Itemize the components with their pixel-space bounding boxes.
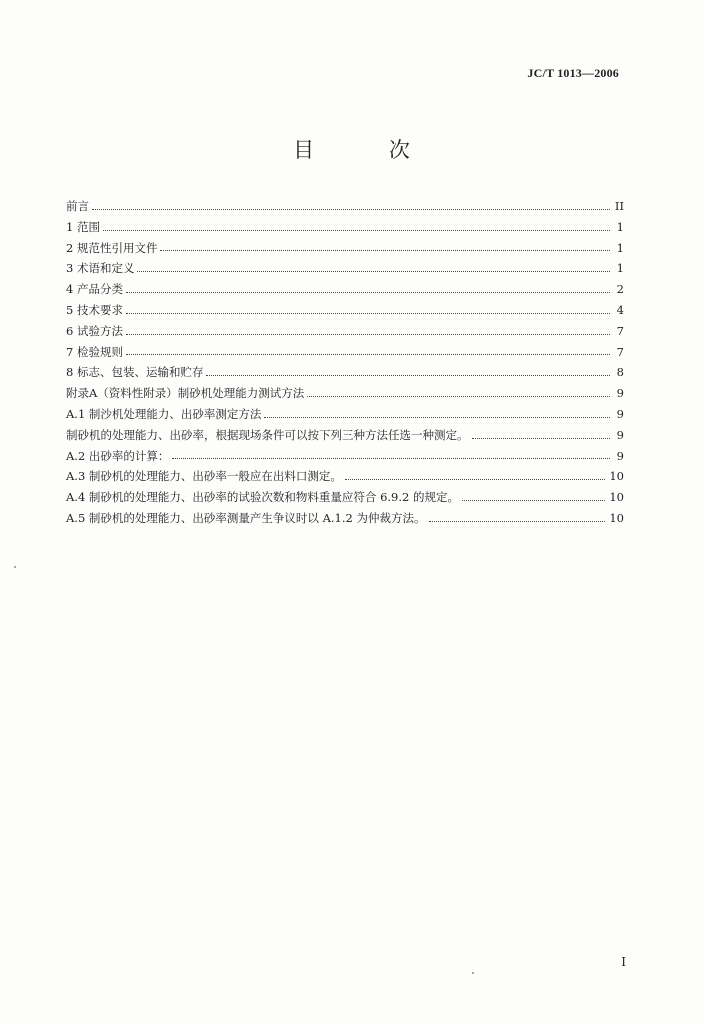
toc-entry-label: A.3 制砂机的处理能力、出砂率一般应在出料口测定。 (66, 469, 342, 484)
page-number: I (621, 955, 626, 969)
table-of-contents (66, 196, 624, 529)
toc-dot-leader (103, 230, 610, 231)
toc-entry[interactable] (66, 258, 624, 279)
toc-entry-page: II (614, 199, 624, 213)
toc-entry-page: 9 (616, 448, 624, 463)
toc-entry-page: 2 (616, 282, 624, 297)
toc-entry-label: 7 检验规则 (66, 344, 123, 359)
toc-dot-leader (264, 417, 610, 418)
toc-dot-leader (160, 250, 610, 251)
toc-entry[interactable] (66, 487, 624, 508)
toc-dot-leader (137, 271, 610, 272)
toc-entry-page: 10 (609, 510, 624, 525)
toc-entry-label: 5 技术要求 (66, 302, 123, 317)
toc-entry-page: 1 (616, 219, 624, 234)
toc-entry-label: 附录A（资料性附录）制砂机处理能力测试方法 (66, 386, 305, 401)
standard-code: JC/T 1013—2006 (527, 66, 619, 80)
toc-entry-page: 7 (616, 323, 624, 338)
toc-entry-page: 9 (616, 386, 624, 401)
toc-entry[interactable] (66, 321, 624, 342)
toc-entry-page: 7 (616, 344, 624, 359)
toc-dot-leader (307, 396, 610, 397)
toc-entry-label: A.4 制砂机的处理能力、出砂率的试验次数和物料重量应符合 6.9.2 的规定。 (66, 490, 460, 505)
toc-entry-label: 2 规范性引用文件 (66, 240, 158, 255)
toc-dot-leader (429, 521, 606, 522)
toc-dot-leader (206, 375, 610, 376)
toc-entry[interactable] (66, 508, 624, 529)
toc-entry[interactable] (66, 404, 624, 425)
toc-dot-leader (462, 500, 605, 501)
toc-entry-label: 1 范围 (66, 219, 100, 234)
toc-entry[interactable] (66, 238, 624, 259)
toc-entry[interactable] (66, 362, 624, 383)
toc-entry-label: 8 标志、包装、运输和贮存 (66, 365, 204, 380)
toc-entry-label: 6 试验方法 (66, 323, 123, 338)
toc-entry-label: 4 产品分类 (66, 282, 123, 297)
toc-entry[interactable] (66, 425, 624, 446)
toc-dot-leader (472, 438, 611, 439)
toc-entry-label: A.2 出砂率的计算： (66, 448, 170, 463)
toc-entry-page: 9 (616, 406, 624, 421)
toc-entry[interactable] (66, 279, 624, 300)
toc-entry-label: 前言 (66, 199, 89, 213)
toc-entry[interactable] (66, 466, 624, 487)
toc-entry-page: 10 (609, 490, 624, 505)
toc-dot-leader (92, 209, 610, 210)
toc-dot-leader (126, 313, 610, 314)
scan-speck (472, 972, 474, 974)
scan-speck (14, 566, 16, 568)
toc-entry[interactable] (66, 383, 624, 404)
toc-entry-page: 4 (616, 302, 624, 317)
toc-dot-leader (126, 334, 610, 335)
toc-dot-leader (126, 292, 610, 293)
toc-entry-page: 10 (609, 469, 624, 484)
toc-entry-page: 1 (616, 240, 624, 255)
toc-entry-page: 1 (616, 261, 624, 276)
toc-entry[interactable] (66, 217, 624, 238)
toc-entry-label: A.5 制砂机的处理能力、出砂率测量产生争议时以 A.1.2 为仲裁方法。 (66, 510, 426, 525)
toc-entry-page: 8 (616, 365, 624, 380)
toc-entry[interactable] (66, 196, 624, 217)
toc-entry-label: 制砂机的处理能力、出砂率，根据现场条件可以按下列三种方法任选一种测定。 (66, 427, 469, 442)
toc-entry[interactable] (66, 300, 624, 321)
toc-entry[interactable] (66, 446, 624, 467)
toc-entry-label: A.1 制沙机处理能力、出砂率测定方法 (66, 406, 262, 421)
toc-dot-leader (172, 458, 610, 459)
toc-entry[interactable] (66, 342, 624, 363)
toc-dot-leader (126, 354, 610, 355)
toc-entry-page: 9 (616, 427, 624, 442)
toc-entry-label: 3 术语和定义 (66, 261, 135, 276)
toc-dot-leader (345, 479, 605, 480)
page-title: 目 次 (293, 138, 444, 162)
